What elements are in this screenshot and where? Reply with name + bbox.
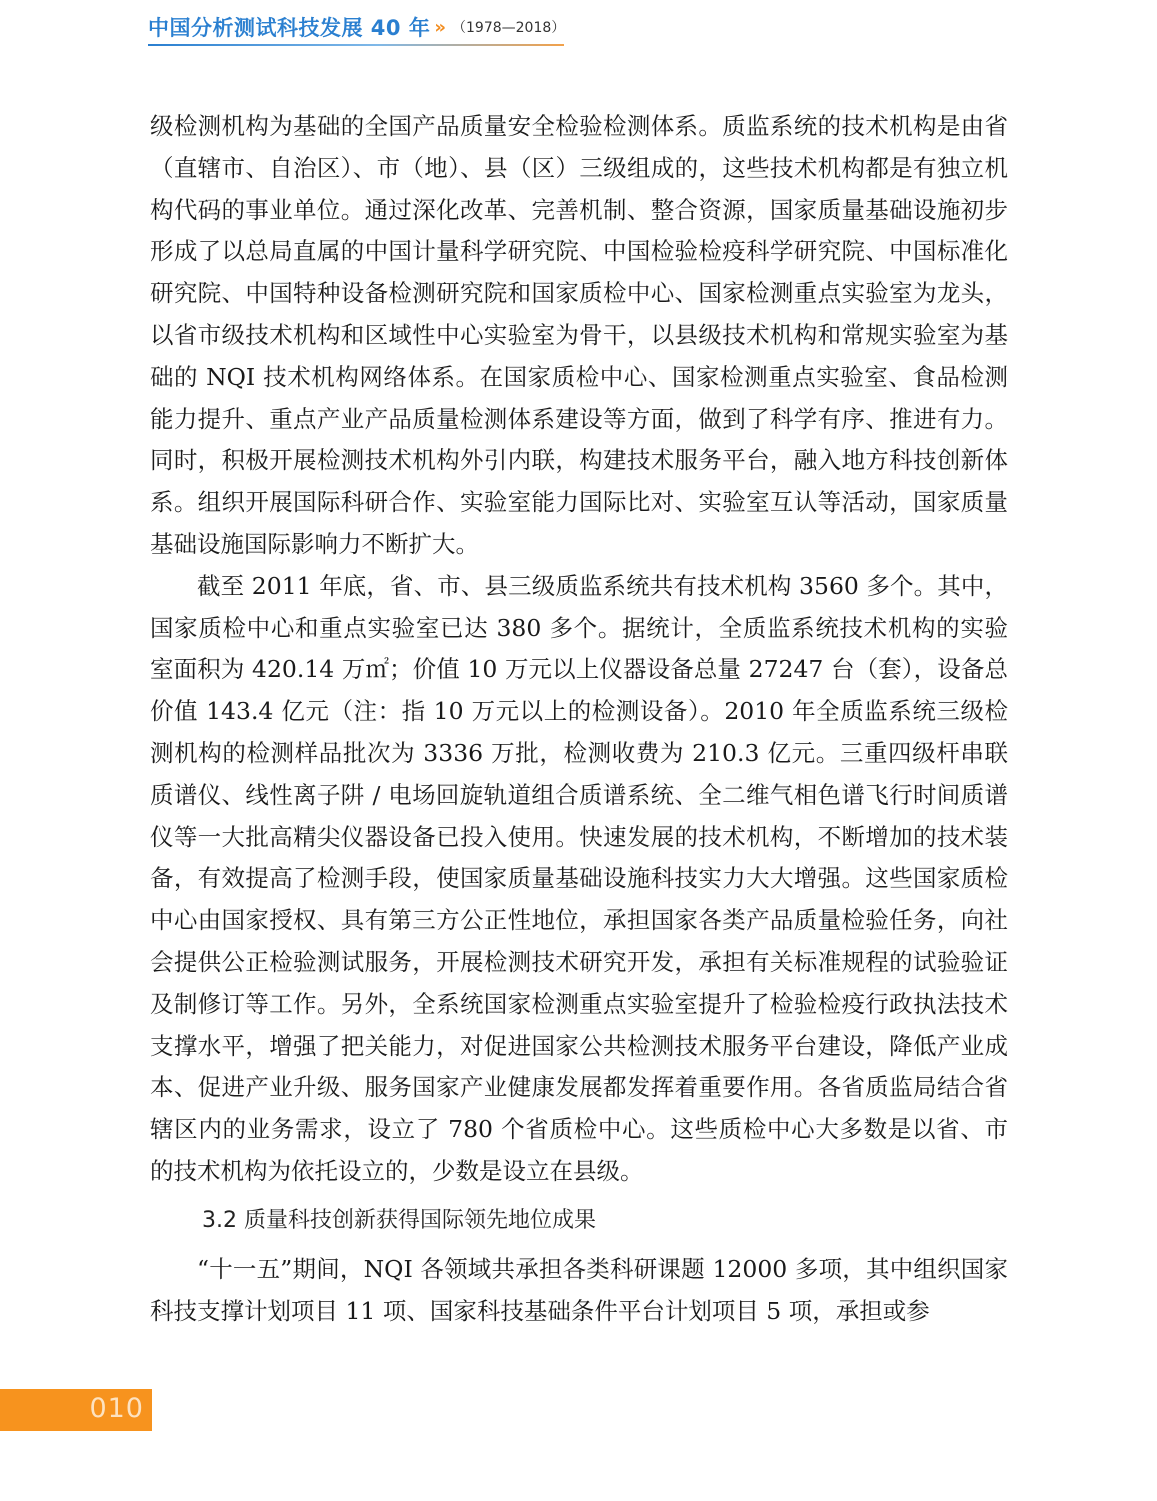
header-divider (148, 44, 564, 46)
page-body (150, 106, 1008, 1332)
section-heading: 3.2 质量科技创新获得国际领先地位成果 (202, 1207, 596, 1233)
running-header (148, 10, 565, 44)
page-number-tab (0, 1389, 152, 1431)
book-years: （1978—2018） (452, 20, 566, 36)
paragraph-statistics: 截至 2011 年底，省、市、县三级质监系统共有技术机构 3560 多个。其中，国家质检中心和重点实验室已达 380 多个。据统计，全质监系统技术机构的实验室面积为 420.14 万㎡；价值 10 万元以上仪器设备总量 27247 台（套），设备总价值 143.4 亿元（注：指 10 万元以上的检测设备）。2010 年全质监系统三级检测机构的检测样品批次为 3336 万批，检测收费为 210.3 亿元。三重四级杆串联质谱仪、线性离子阱 / 电场回旋轨道组合质谱系统、全二维气相色谱飞行时间质谱仪等一大批高精尖仪器设备已投入使用。快速发展的技术机构，不断增加的技术装备，有效提高了检测手段，使国家质量基础设施科技实力大大增强。这些国家质检中心由国家授权、具有第三方公正性地位，承担国家各类产品质量检验任务，向社会提供公正检验测试服务，开展检测技术研究开发，承担有关标准规程的试验验证及制修订等工作。另外，全系统国家检测重点实验室提升了检验检疫行政执法技术支撑水平，增强了把关能力，对促进国家公共检测技术服务平台建设，降低产业成本、促进产业升级、服务国家产业健康发展都发挥着重要作用。各省质监局结合省辖区内的业务需求，设立了 780 个省质检中心。这些质检中心大多数是以省、市的技术机构为依托设立的，少数是设立在县级。 (150, 571, 1008, 1185)
page-number: 010 (89, 1393, 144, 1424)
book-title: 中国分析测试科技发展 40 年 (148, 16, 431, 40)
paragraph-continued: 级检测机构为基础的全国产品质量安全检验检测体系。质监系统的技术机构是由省（直辖市、自治区）、市（地）、县（区）三级组成的，这些技术机构都是有独立机构代码的事业单位。通过深化改革、完善机制、整合资源，国家质量基础设施初步形成了以总局直属的中国计量科学研究院、中国检验检疫科学研究院、中国标准化研究院、中国特种设备检测研究院和国家质检中心、国家检测重点实验室为龙头，以省市级技术机构和区域性中心实验室为骨干，以县级技术机构和常规实验室为基础的 NQI 技术机构网络体系。在国家质检中心、国家检测重点实验室、食品检测能力提升、重点产业产品质量检测体系建设等方面，做到了科学有序、推进有力。同时，积极开展检测技术机构外引内联，构建技术服务平台，融入地方科技创新体系。组织开展国际科研合作、实验室能力国际比对、实验室互认等活动，国家质量基础设施国际影响力不断扩大。 (150, 112, 1008, 558)
double-chevron-icon: » (434, 16, 446, 38)
paragraph-research: “十一五”期间，NQI 各领域共承担各类科研课题 12000 多项，其中组织国家科技支撑计划项目 11 项、国家科技基础条件平台计划项目 5 项，承担或参 (150, 1254, 1008, 1325)
